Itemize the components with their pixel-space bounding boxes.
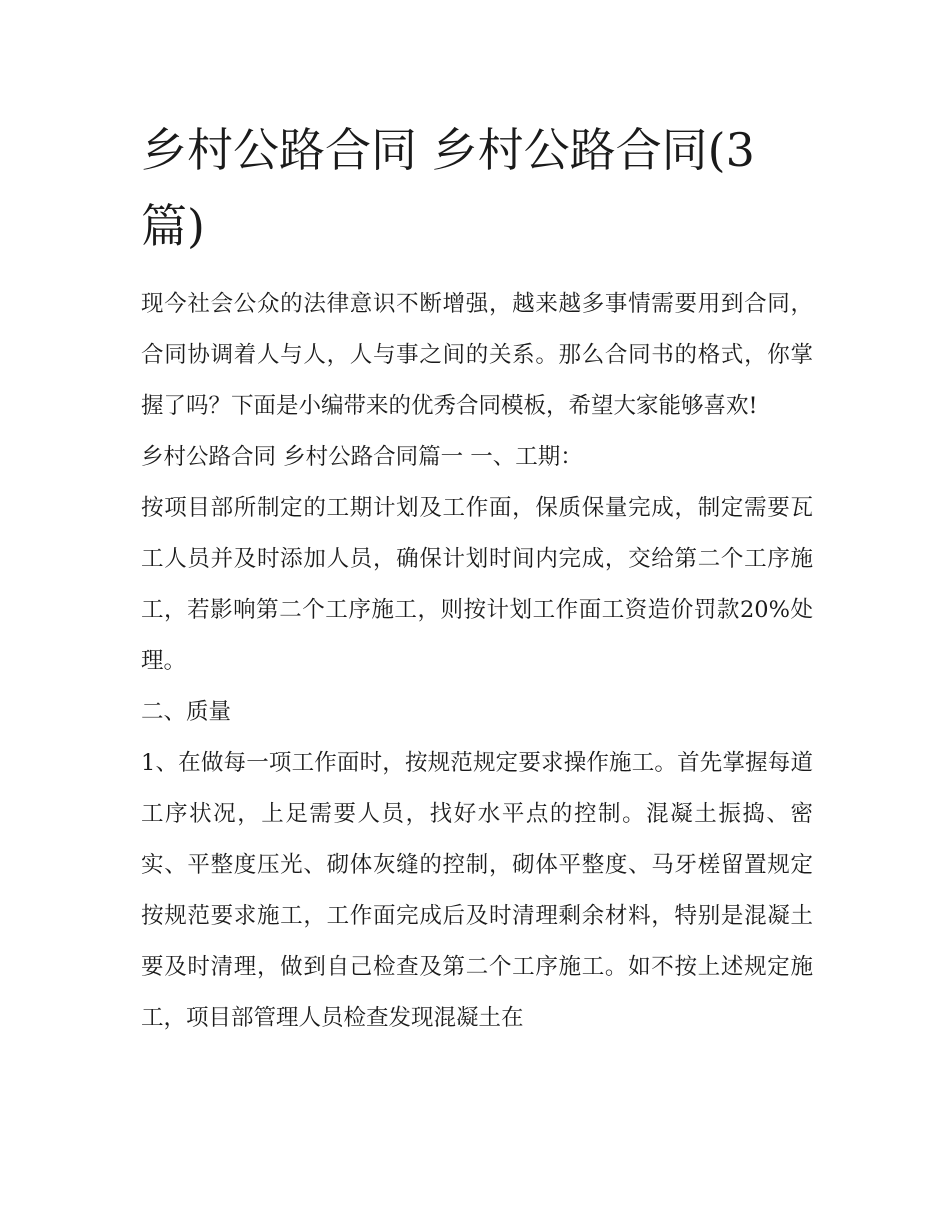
quality-paragraph: 1、在做每一项工作面时，按规范规定要求操作施工。首先掌握每道工序状况，上足需要人员，找好水平点的控制。混凝土振捣、密实、平整度压光、砌体灰缝的控制，砌体平整度、马牙槎留置规定按规范要求施工，工作面完成后及时清理剩余材料，特别是混凝土要及时清理，做到自己检查及第二个工序施工。如不按上述规定施工，项目部管理人员检查发现混凝土在	[141, 750, 813, 1031]
section-heading-duration: 乡村公路合同 乡村公路合同篇一 一、工期：	[141, 444, 583, 470]
duration-paragraph: 按项目部所制定的工期计划及工作面，保质保量完成，制定需要瓦工人员并及时添加人员，确保计划时间内完成，交给第二个工序施工，若影响第二个工序施工，则按计划工作面工资造价罚款20%处理。	[141, 495, 813, 674]
section-heading-quality: 二、质量	[141, 699, 232, 725]
intro-paragraph: 现今社会公众的法律意识不断增强，越来越多事情需要用到合同，合同协调着人与人，人与事之间的关系。那么合同书的格式，你掌握了吗？下面是小编带来的优秀合同模板，希望大家能够喜欢!	[141, 291, 813, 419]
document-title: 乡村公路合同 乡村公路合同(3篇)	[141, 123, 755, 253]
document-page	[141, 112, 813, 1044]
